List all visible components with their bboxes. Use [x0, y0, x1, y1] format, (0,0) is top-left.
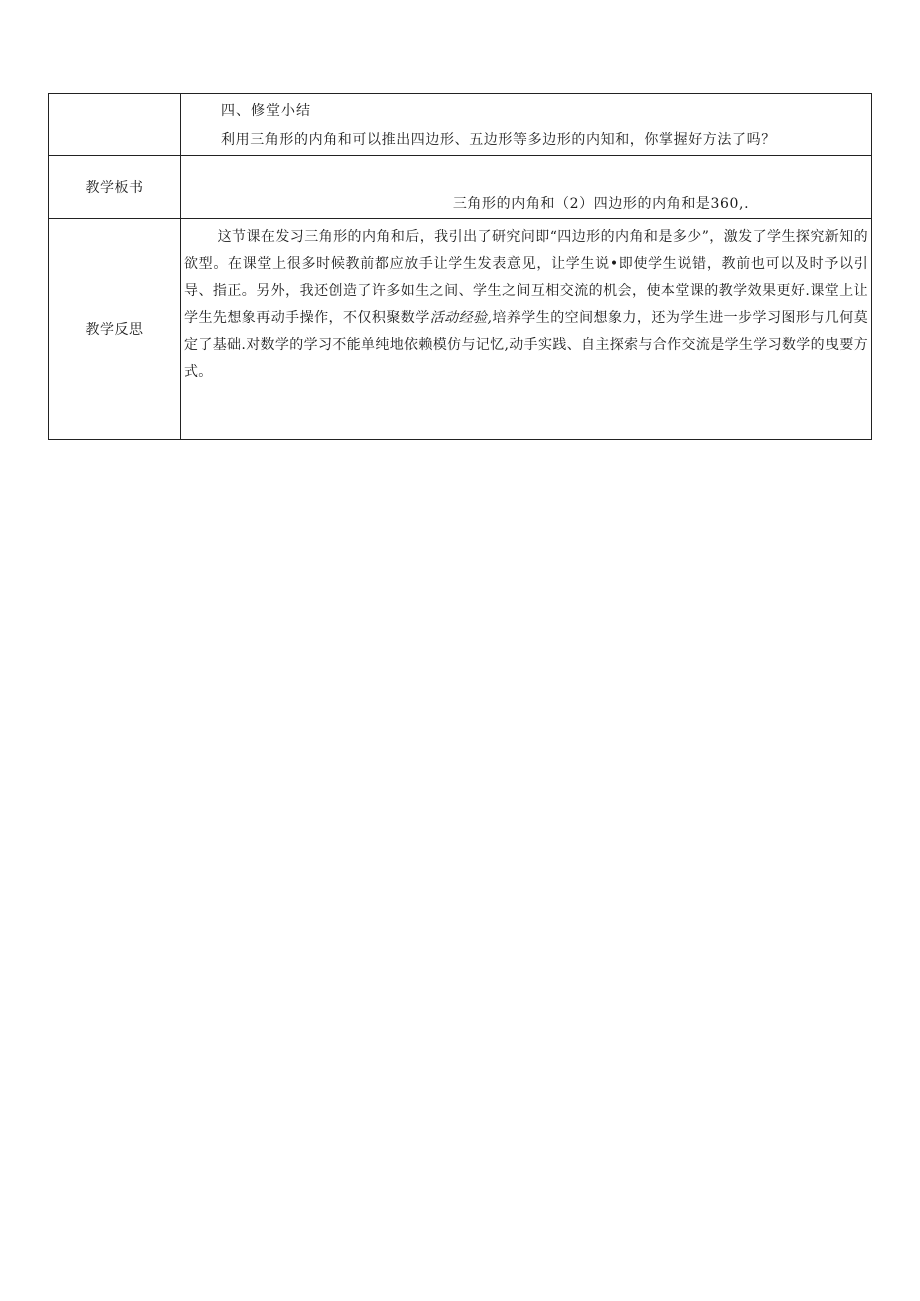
- summary-row: [49, 94, 872, 156]
- reflection-text-part2: 培养学生的空间想象力，还为学生进一步学习图形与几何莫定了基础.对数学的学习不能单纯地依赖模仿与记忆,动手实践、自主探索与合作交流是学生学习数学的曳要方式。: [184, 310, 868, 380]
- blackboard-row: [49, 156, 872, 219]
- reflection-content-cell: [181, 219, 872, 440]
- summary-label-cell: [49, 94, 181, 156]
- reflection-text-part1: 这节课在发习三角形的内角和后，我引出了研究问即“四边形的内角和是多少”，激发了学生探究新知的欲型。在课堂上很多时候教前都应放手让学生发表意见，让学生说•即使学生说错，教前也可以及时予以引导、指正。另外，我还创造了许多如生之间、学生之间互相交流的机会，使本堂课的教学效果更好.课堂上让学生先想象再动手操作，不仅积聚数学: [184, 229, 868, 326]
- blackboard-label: 教学板书: [49, 156, 181, 219]
- blackboard-text: 三角形的内角和（2）四边形的内角和是360,.: [452, 196, 750, 212]
- summary-content-cell: [181, 94, 872, 156]
- lesson-plan-table: [48, 93, 872, 440]
- summary-heading: 四、修堂小结: [221, 103, 311, 119]
- blackboard-content-cell: [181, 156, 872, 219]
- reflection-text-italic: 活动经验,: [429, 310, 493, 326]
- summary-text: 利用三角形的内角和可以推出四边形、五边形等多边形的内知和，你掌握好方法了吗？: [221, 132, 776, 148]
- reflection-row: [49, 219, 872, 440]
- reflection-label: 教学反思: [49, 219, 181, 440]
- reflection-text: [181, 224, 871, 386]
